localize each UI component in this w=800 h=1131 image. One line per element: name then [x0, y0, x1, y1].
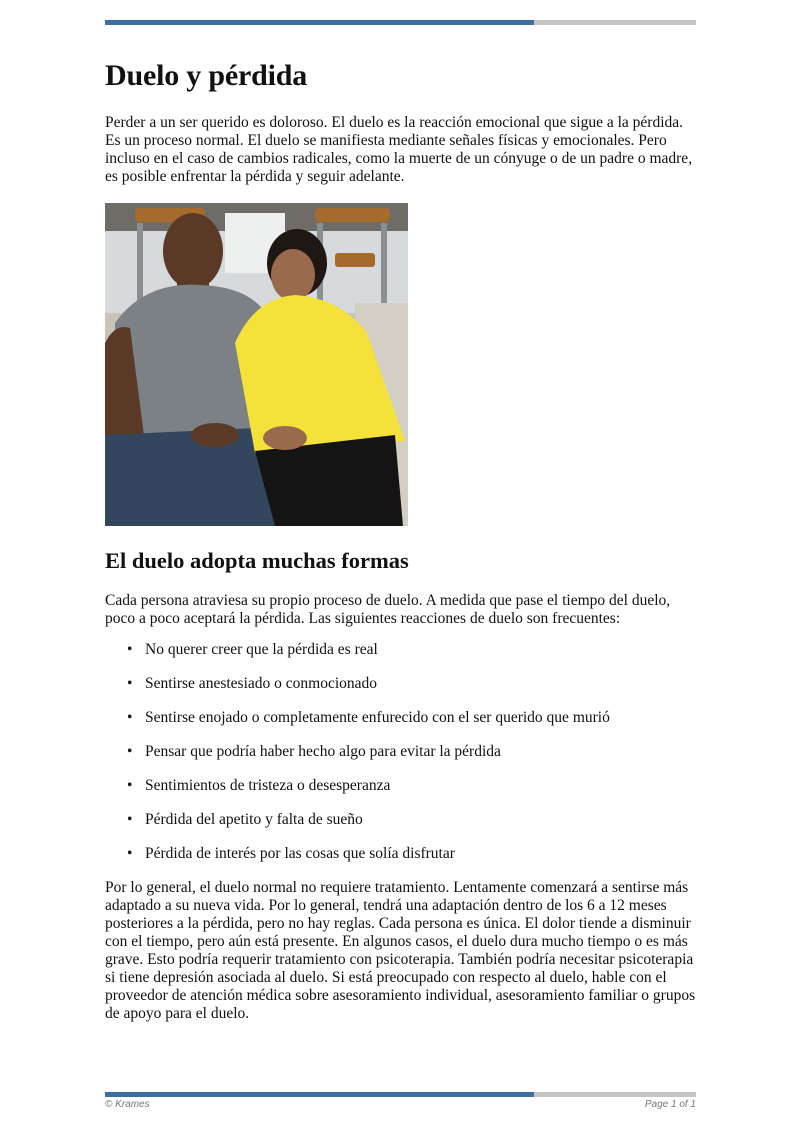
list-item [127, 777, 696, 795]
list-item [127, 743, 696, 761]
footer-rule [105, 1092, 696, 1097]
bullet-icon: • [127, 641, 133, 658]
section-paragraph: Cada persona atraviesa su propio proceso de duelo. A medida que pase el tiempo del duelo, poco a poco aceptará la pérdida. Las siguientes reacciones de duelo son frecuentes: [105, 592, 671, 627]
header-rule-accent [105, 20, 534, 25]
footer-rule-accent [105, 1092, 534, 1097]
copyright-text: © Krames [105, 1099, 150, 1110]
list-item [127, 709, 696, 727]
bullet-icon: • [127, 675, 133, 692]
section-heading: El duelo adopta muchas formas [105, 548, 409, 573]
header-rule [105, 20, 696, 25]
intro-paragraph: Perder a un ser querido es doloroso. El duelo es la reacción emocional que sigue a la pérdida. Es un proceso normal. El duelo se manifiesta mediante señales físicas y emocionales. Pero incluso en el caso de cambios radicales, como la muerte de un cónyuge o de un padre o madre, es posible enfrentar la pérdida y seguir adelante. [105, 114, 693, 185]
list-item [127, 641, 696, 659]
list-item-text: Sentirse anestesiado o conmocionado [145, 675, 378, 692]
closing-paragraph: Por lo general, el duelo normal no requiere tratamiento. Lentamente comenzará a sentirse más adaptado a su nueva vida. Por lo general, tendrá una adaptación dentro de los 6 a 12 meses posteriores a la pérdida, pero no hay reglas. Cada persona es única. El dolor tiende a disminuir con el tiempo, pero aún está presente. En algunos casos, el duelo dura mucho tiempo o es más grave. Esto podría requerir tratamiento con psicoterapia. También podría necesitar psicoterapia si tiene depresión asociada al duelo. Si está preocupado con respecto al duelo, hable con el proveedor de atención médica sobre asesoramiento individual, asesoramiento familiar o grupos de apoyo para el duelo. [105, 879, 696, 1022]
bullet-icon: • [127, 709, 133, 726]
bullet-icon: • [127, 845, 133, 862]
list-item [127, 845, 696, 863]
bullet-icon: • [127, 743, 133, 760]
list-item-text: No querer creer que la pérdida es real [145, 641, 378, 658]
bullet-icon: • [127, 811, 133, 828]
list-item-text: Sentimientos de tristeza o desesperanza [145, 777, 391, 794]
page-title: Duelo y pérdida [105, 59, 308, 92]
page-number: Page 1 of 1 [644, 1099, 696, 1110]
couple-photo [105, 203, 408, 526]
bullet-icon: • [127, 777, 133, 794]
list-item [127, 675, 696, 693]
list-item-text: Pérdida del apetito y falta de sueño [145, 811, 363, 828]
list-item-text: Pensar que podría haber hecho algo para evitar la pérdida [145, 743, 501, 760]
list-item-text: Pérdida de interés por las cosas que solía disfrutar [145, 845, 455, 862]
list-item-text: Sentirse enojado o completamente enfurecido con el ser querido que murió [145, 709, 610, 726]
reactions-list [105, 641, 696, 863]
page-footer [105, 1099, 696, 1110]
document-content [105, 56, 696, 1023]
list-item [127, 811, 696, 829]
